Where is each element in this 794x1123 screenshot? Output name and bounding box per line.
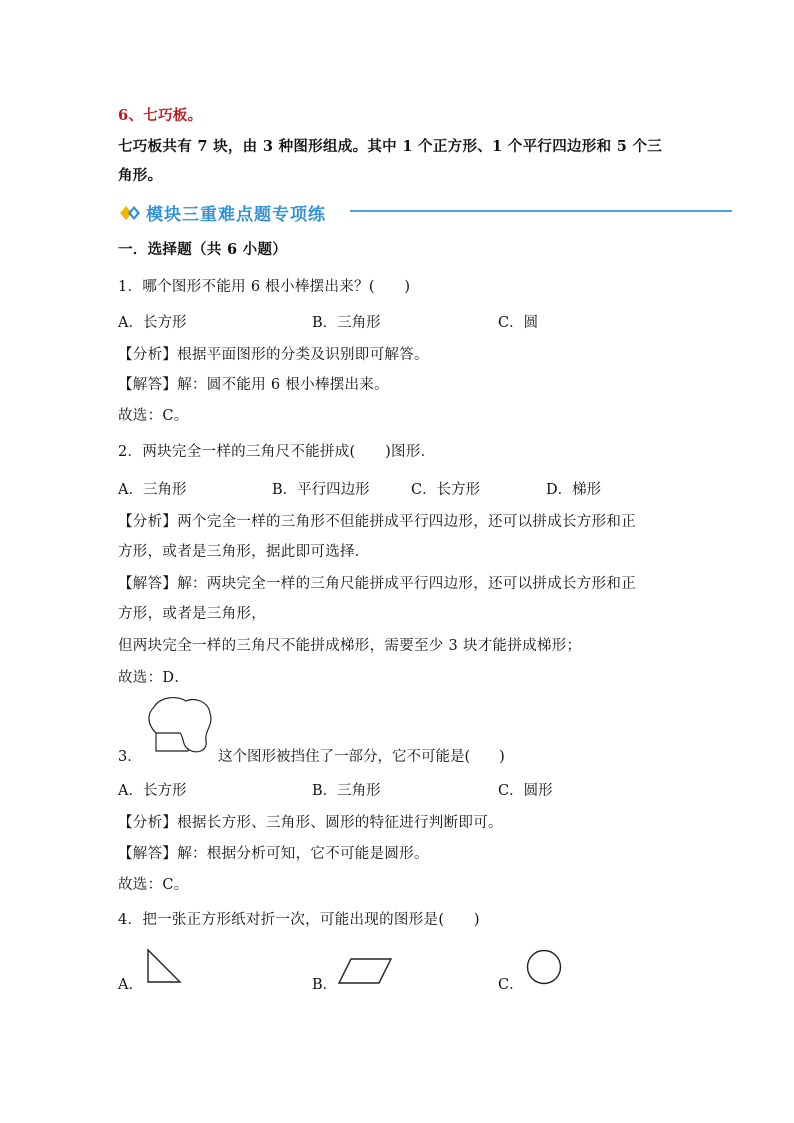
q1-solution: 【解答】解：圆不能用 6 根小棒摆出来。 — [118, 377, 389, 393]
q3-number: 3． — [118, 749, 142, 765]
q3-answer: 故选：C。 — [118, 877, 189, 893]
q2-solution-line2: 方形，或者是三角形， — [118, 606, 266, 622]
q1-analysis: 【分析】根据平面图形的分类及识别即可解答。 — [118, 347, 429, 363]
q4-stem: 4．把一张正方形纸对折一次，可能出现的图形是( ) — [118, 912, 480, 928]
q3-solution: 【解答】解：根据分析可知，它不可能是圆形。 — [118, 846, 429, 862]
q2-analysis-line2: 方形，或者是三角形，据此即可选择． — [118, 544, 370, 560]
q2-option-c[interactable]: C．长方形 — [411, 482, 481, 498]
q2-analysis-line1: 【分析】两个完全一样的三角形不但能拼成平行四边形，还可以拼成长方形和正 — [118, 514, 636, 530]
q1-option-c[interactable]: C．圆 — [498, 315, 539, 331]
q2-answer: 故选：D． — [118, 670, 190, 686]
q2-option-a[interactable]: A．三角形 — [118, 482, 187, 498]
module-title: 模块三重难点题专项练 — [146, 205, 326, 225]
q4-option-c[interactable]: C． — [498, 977, 524, 993]
module-title-bar — [118, 200, 618, 226]
q1-answer: 故选：C。 — [118, 408, 189, 424]
q3-stem: 这个图形被挡住了一部分，它不可能是( ) — [218, 749, 505, 765]
q1-option-a[interactable]: A．长方形 — [118, 315, 187, 331]
module-title-rule — [350, 210, 732, 212]
q3-option-b[interactable]: B．三角形 — [312, 783, 381, 799]
section-heading: 6、七巧板。 — [118, 107, 203, 124]
q2-solution-line3: 但两块完全一样的三角尺不能拼成梯形，需要至少 3 块才能拼成梯形； — [118, 638, 582, 654]
tangram-text-line2: 角形。 — [118, 167, 163, 184]
q2-stem: 2．两块完全一样的三角尺不能拼成( )图形． — [118, 444, 436, 460]
tangram-text-line1: 七巧板共有 7 块，由 3 种图形组成。其中 1 个正方形、1 个平行四边形和 5 个三 — [118, 138, 663, 155]
circle-icon — [525, 948, 563, 986]
q4-option-b[interactable]: B． — [312, 977, 338, 993]
q1-option-b[interactable]: B．三角形 — [312, 315, 381, 331]
q3-option-c[interactable]: C．圆形 — [498, 783, 553, 799]
q3-option-a[interactable]: A．长方形 — [118, 783, 187, 799]
part-heading: 一．选择题（共 6 小题） — [118, 241, 288, 258]
parallelogram-icon — [337, 957, 393, 985]
q2-solution-line1: 【解答】解：两块完全一样的三角尺能拼成平行四边形，还可以拼成长方形和正 — [118, 576, 636, 592]
q2-option-d[interactable]: D．梯形 — [546, 482, 602, 498]
double-diamond-icon — [120, 206, 144, 220]
q1-stem: 1．哪个图形不能用 6 根小棒摆出来？( ) — [118, 279, 411, 295]
q2-option-b[interactable]: B．平行四边形 — [272, 482, 370, 498]
q3-analysis: 【分析】根据长方形、三角形、圆形的特征进行判断即可。 — [118, 815, 503, 831]
right-triangle-icon — [144, 948, 182, 984]
blob-with-rectangle-corner-icon — [142, 695, 216, 757]
q4-option-a[interactable]: A． — [118, 977, 143, 993]
